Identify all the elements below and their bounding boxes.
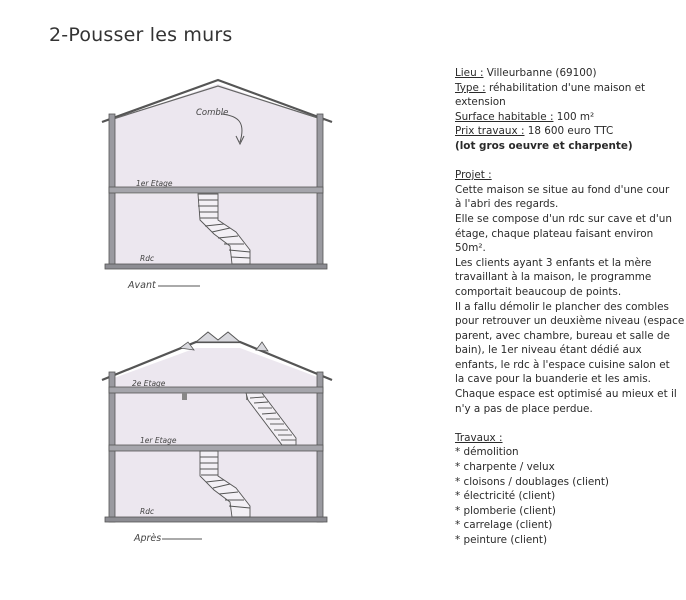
projet-line: enfants, le rdc à l'espace cuisine salon et bbox=[455, 358, 670, 371]
travaux-item: * peinture (client) bbox=[455, 534, 548, 546]
ground-slab-after bbox=[105, 517, 327, 522]
projet-line: étage, chaque plateau faisant environ bbox=[455, 227, 654, 240]
lieu-row bbox=[455, 66, 680, 81]
surface-label: Surface habitable : bbox=[455, 110, 554, 123]
section-after bbox=[102, 332, 332, 544]
label-level1-before: 1er Etage bbox=[136, 179, 173, 188]
section-before bbox=[102, 80, 332, 291]
type-value-cont: extension bbox=[455, 96, 506, 109]
projet-line: Cette maison se situe au fond d'une cour bbox=[455, 183, 670, 196]
surface-value: 100 m² bbox=[553, 110, 595, 123]
projet-line: Les clients ayant 3 enfants et la mère bbox=[455, 256, 652, 269]
projet-line: n'y a pas de place perdue. bbox=[455, 402, 593, 415]
ground-slab bbox=[105, 264, 327, 269]
travaux-item: * démolition bbox=[455, 446, 519, 459]
projet-line: bain), le 1er niveau étant dédié aux bbox=[455, 344, 642, 357]
label-avant: Avant bbox=[128, 280, 156, 291]
label-combles: Comble bbox=[196, 108, 229, 118]
attic-fill bbox=[112, 84, 320, 188]
prix-row bbox=[455, 124, 680, 139]
type-label: Type : bbox=[455, 81, 486, 94]
velux-icon bbox=[196, 332, 240, 342]
label-level2-after: 2e Etage bbox=[132, 379, 166, 388]
label-level1-after: 1er Etage bbox=[140, 436, 177, 445]
page-title: 2-Pousser les murs bbox=[49, 24, 233, 46]
projet-label: Projet : bbox=[455, 169, 492, 182]
projet-line: Elle se compose d'un rdc sur cave et d'un bbox=[455, 212, 672, 225]
travaux-item: * charpente / velux bbox=[455, 461, 555, 474]
travaux-label: Travaux : bbox=[455, 431, 503, 444]
travaux-item: * cloisons / doublages (client) bbox=[455, 475, 609, 488]
projet-line: Il a fallu démolir le plancher des combles bbox=[455, 300, 669, 313]
projet-line: comportait beaucoup de points. bbox=[455, 285, 622, 298]
section-drawings bbox=[100, 70, 340, 560]
lot-note: (lot gros oeuvre et charpente) bbox=[455, 139, 633, 152]
projet-line: à l'abri des regards. bbox=[455, 198, 559, 211]
prix-value: 18 600 euro TTC bbox=[524, 125, 614, 138]
prix-label: Prix travaux : bbox=[455, 125, 525, 138]
type-row bbox=[455, 81, 680, 96]
projet-text bbox=[455, 183, 685, 417]
project-info bbox=[455, 66, 685, 548]
projet-line: parent, avec chambre, bureau et salle de bbox=[455, 329, 670, 342]
projet-line: pour retrouver un deuxième niveau (espace bbox=[455, 315, 685, 328]
projet-line: la cave pour la buanderie et les amis. bbox=[455, 373, 651, 386]
type-value: réhabilitation d'une maison et bbox=[485, 81, 646, 94]
label-rdc-after: Rdc bbox=[140, 507, 155, 516]
label-rdc-before: Rdc bbox=[140, 254, 155, 263]
travaux-list bbox=[455, 445, 680, 547]
lieu-label: Lieu : bbox=[455, 67, 484, 79]
travaux-item: * carrelage (client) bbox=[455, 519, 553, 532]
projet-line: Chaque espace est optimisé au mieux et il bbox=[455, 388, 677, 401]
projet-line: 50m². bbox=[455, 242, 486, 255]
lieu-value: Villeurbanne (69100) bbox=[483, 67, 597, 79]
surface-row bbox=[455, 110, 680, 125]
label-apres: Après bbox=[134, 533, 162, 544]
travaux-item: * plomberie (client) bbox=[455, 504, 556, 517]
slab-level1 bbox=[109, 445, 323, 451]
travaux-item: * électricité (client) bbox=[455, 490, 556, 503]
projet-line: travaillant à la maison, le programme bbox=[455, 271, 652, 284]
